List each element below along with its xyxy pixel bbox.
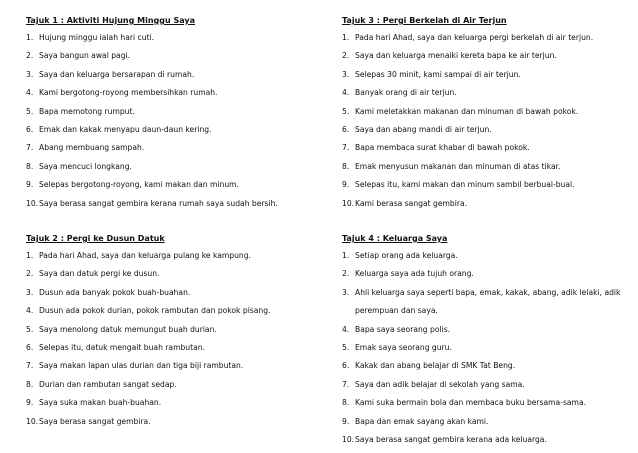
- list-item: [342, 361, 632, 371]
- item-text: Saya berasa sangat gembira.: [39, 416, 151, 426]
- item-number: 1.: [342, 33, 350, 42]
- item-text: Dusun ada pokok durian, pokok rambutan dan pokok pisang.: [39, 306, 271, 316]
- item-number: 7.: [342, 379, 350, 389]
- list-item: [26, 125, 326, 135]
- item-text: Kami berasa sangat gembira.: [355, 198, 468, 208]
- item-number: 6.: [342, 124, 350, 134]
- item-number: 6.: [26, 124, 34, 134]
- item-text: Pada hari Ahad, saya dan keluarga pergi berkelah di air terjun.: [355, 33, 594, 42]
- item-number: 9.: [26, 398, 34, 408]
- item-text: Saya bangun awal pagi.: [39, 51, 131, 61]
- item-text: Banyak orang di air terjun.: [355, 88, 457, 98]
- item-number: 7.: [26, 361, 34, 371]
- item-text: Emak menyusun makanan dan minuman di atas tikar.: [355, 161, 561, 171]
- list-item: [342, 180, 638, 190]
- section-tajuk-4: [342, 234, 632, 453]
- item-number: 4.: [26, 306, 34, 316]
- item-text-continuation: perempuan dan saya.: [355, 306, 438, 316]
- section-title: Tajuk 2 : Pergi ke Dusun Datuk: [26, 234, 165, 243]
- item-text: Selepas itu, kami makan dan minum sambil berbual-bual.: [355, 180, 575, 190]
- list-item: [342, 269, 632, 279]
- item-text: Abang membuang sampah.: [39, 143, 145, 153]
- list-item: [342, 51, 638, 61]
- item-text: Dusun ada banyak pokok buah-buahan.: [39, 287, 191, 297]
- list-item: [342, 251, 632, 261]
- item-text: Keluarga saya ada tujuh orang.: [355, 269, 474, 279]
- list-item: [26, 33, 326, 43]
- item-number: 4.: [342, 88, 350, 98]
- item-number: 2.: [342, 269, 350, 279]
- item-text: Bapa membaca surat khabar di bawah pokok.: [355, 143, 530, 153]
- list-item: [26, 180, 326, 190]
- list-item: [342, 33, 638, 43]
- item-number: 5.: [26, 324, 34, 334]
- item-text: Bapa memotong rumput.: [39, 106, 135, 116]
- item-text: Pada hari Ahad, saya dan keluarga pulang ke kampung.: [39, 251, 251, 260]
- list-item: [26, 380, 326, 390]
- list-item: [26, 143, 326, 153]
- list-item: [26, 269, 326, 279]
- item-text: Bapa dan emak sayang akan kami.: [355, 416, 489, 426]
- list-item: [342, 288, 632, 316]
- item-text: Saya dan datuk pergi ke dusun.: [39, 269, 160, 279]
- item-text: Kami suka bermain bola dan membaca buku bersama-sama.: [355, 398, 587, 408]
- list-item: [26, 70, 326, 80]
- list-item: [342, 143, 638, 153]
- item-number: 9.: [26, 180, 34, 190]
- item-text: Saya dan abang mandi di air terjun.: [355, 124, 492, 134]
- item-number: 5.: [26, 106, 34, 116]
- list-item: [342, 435, 632, 445]
- item-text: Saya dan keluarga menaiki kereta bapa ke air terjun.: [355, 51, 557, 61]
- list-item: [26, 199, 326, 209]
- item-text: Saya suka makan buah-buahan.: [39, 398, 162, 408]
- list-item: [342, 70, 638, 80]
- item-text: Saya berasa sangat gembira kerana ada keluarga.: [355, 434, 547, 444]
- item-text: Saya makan lapan ulas durian dan tiga biji rambutan.: [39, 361, 244, 371]
- list-item: [342, 380, 632, 390]
- list-item: [26, 107, 326, 117]
- list-item: [342, 343, 632, 353]
- item-number: 3.: [342, 69, 350, 79]
- item-text: Selepas 30 minit, kami sampai di air terjun.: [355, 69, 521, 79]
- item-number: 8.: [342, 161, 350, 171]
- item-number: 9.: [342, 416, 350, 426]
- item-number: 9.: [342, 180, 350, 190]
- list-item: [26, 51, 326, 61]
- item-text: Saya berasa sangat gembira kerana rumah saya sudah bersih.: [39, 198, 278, 208]
- item-number: 6.: [26, 342, 34, 352]
- list-item: [342, 162, 638, 172]
- item-text: Saya dan adik belajar di sekolah yang sama.: [355, 379, 525, 389]
- list-item: [26, 251, 326, 261]
- item-number: 5.: [342, 342, 350, 352]
- list-item: [26, 361, 326, 371]
- list-item: [26, 88, 326, 98]
- item-number: 10.: [26, 416, 39, 426]
- list-item: [342, 88, 638, 98]
- item-text: Emak saya seorang guru.: [355, 342, 452, 352]
- item-text: Setiap orang ada keluarga.: [355, 251, 458, 260]
- item-text: Selepas bergotong-royong, kami makan dan minum.: [39, 180, 239, 190]
- item-text: Saya menolong datuk memungut buah durian.: [39, 324, 217, 334]
- section-title: Tajuk 4 : Keluarga Saya: [342, 234, 448, 243]
- item-text: Hujung minggu ialah hari cuti.: [39, 33, 155, 42]
- item-number: 8.: [26, 161, 34, 171]
- item-number: 8.: [342, 398, 350, 408]
- item-number: 2.: [26, 51, 34, 61]
- item-number: 1.: [26, 251, 34, 260]
- item-number: 10.: [342, 198, 355, 208]
- item-text: Durian dan rambutan sangat sedap.: [39, 379, 177, 389]
- list-item: [26, 343, 326, 353]
- item-text: Kami meletakkan makanan dan minuman di bawah pokok.: [355, 106, 579, 116]
- item-number: 8.: [26, 379, 34, 389]
- item-text-wrapper: [355, 288, 632, 316]
- item-text: Kakak dan abang belajar di SMK Tat Beng.: [355, 361, 516, 371]
- list-item: [342, 199, 638, 209]
- list-item: [342, 107, 638, 117]
- list-item: [342, 325, 632, 335]
- item-number: 1.: [342, 251, 350, 260]
- list-item: [26, 325, 326, 335]
- section-tajuk-3: [342, 16, 638, 217]
- item-text: Bapa saya seorang polis.: [355, 324, 451, 334]
- list-item: [26, 398, 326, 408]
- list-item: [26, 306, 326, 316]
- item-number: 3.: [26, 69, 34, 79]
- section-tajuk-2: [26, 234, 326, 435]
- list-item: [26, 162, 326, 172]
- list-item: [26, 288, 326, 298]
- item-number: 3.: [26, 287, 34, 297]
- item-number: 7.: [26, 143, 34, 153]
- item-number: 4.: [26, 88, 34, 98]
- item-number: 2.: [342, 51, 350, 61]
- item-number: 6.: [342, 361, 350, 371]
- section-tajuk-1: [26, 16, 326, 217]
- item-text: Ahli keluarga saya seperti bapa, emak, kakak, abang, adik lelaki, adik: [355, 287, 621, 297]
- item-number: 2.: [26, 269, 34, 279]
- list-item: [342, 125, 638, 135]
- item-number: 4.: [342, 324, 350, 334]
- item-number: 10.: [26, 198, 39, 208]
- section-title: Tajuk 3 : Pergi Berkelah di Air Terjun: [342, 16, 507, 25]
- item-number: 10.: [342, 434, 355, 444]
- list-item: [342, 398, 632, 408]
- item-number: 5.: [342, 106, 350, 116]
- item-text: Saya mencuci longkang.: [39, 161, 132, 171]
- item-text: Kami bergotong-royong membersihkan rumah.: [39, 88, 218, 98]
- item-text: Emak dan kakak menyapu daun-daun kering.: [39, 124, 212, 134]
- section-title: Tajuk 1 : Aktiviti Hujung Minggu Saya: [26, 16, 195, 25]
- item-text: Saya dan keluarga bersarapan di rumah.: [39, 69, 195, 79]
- list-item: [26, 417, 326, 427]
- item-text: Selepas itu, datuk mengait buah rambutan.: [39, 342, 205, 352]
- item-number: 7.: [342, 143, 350, 153]
- item-number: 1.: [26, 33, 34, 42]
- list-item: [342, 417, 632, 427]
- item-number: 3.: [342, 287, 350, 297]
